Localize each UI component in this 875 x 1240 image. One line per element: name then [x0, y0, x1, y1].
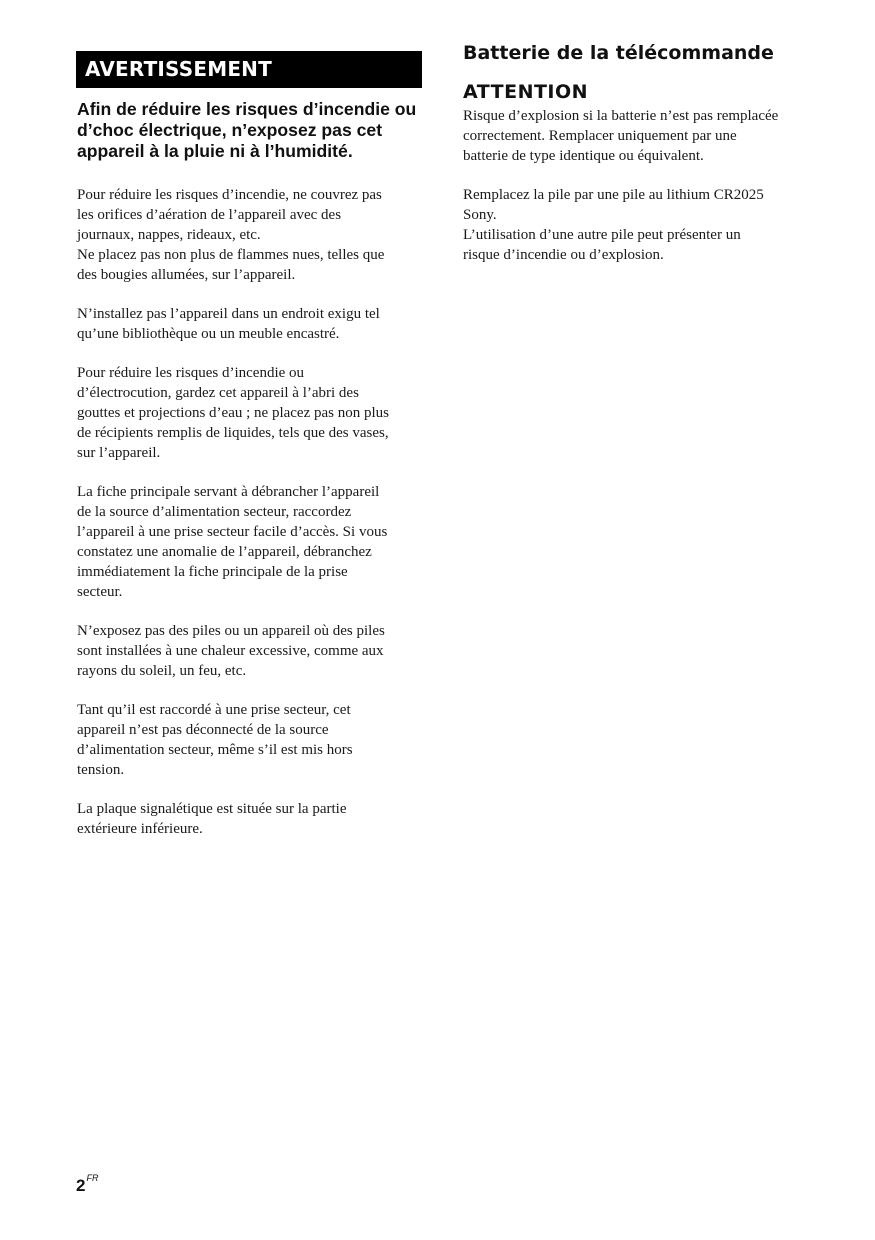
text-line: rayons du soleil, un feu, etc. [77, 663, 247, 679]
paragraph [77, 621, 422, 681]
left-paragraphs [76, 185, 422, 839]
paragraph [77, 799, 422, 839]
text-line: La plaque signalétique est située sur la partie [77, 801, 347, 817]
text-line: des bougies allumées, sur l’appareil. [77, 267, 296, 283]
text-line: Pour réduire les risques d’incendie ou [77, 365, 305, 381]
text-line: Tant qu’il est raccordé à une prise secteur, cet [77, 702, 351, 718]
text-line: risque d’incendie ou d’explosion. [463, 247, 664, 263]
paragraph [463, 185, 813, 265]
right-paragraphs [463, 106, 813, 265]
text-line: appareil n’est pas déconnecté de la source [77, 722, 329, 738]
text-line: L’utilisation d’une autre pile peut présenter un [463, 227, 741, 243]
page-language-code: FR [86, 1173, 99, 1184]
text-line: batterie de type identique ou équivalent. [463, 148, 704, 164]
paragraph [77, 185, 422, 285]
text-line: les orifices d’aération de l’appareil avec des [77, 207, 342, 223]
text-line: Sony. [463, 207, 497, 223]
paragraph [77, 700, 422, 780]
text-line: sur l’appareil. [77, 445, 161, 461]
text-line: qu’une bibliothèque ou un meuble encastré. [77, 326, 340, 342]
paragraph [77, 482, 422, 602]
text-line: sont installées à une chaleur excessive, comme aux [77, 643, 384, 659]
text-line: journaux, nappes, rideaux, etc. [77, 227, 261, 243]
text-line: immédiatement la fiche principale de la prise [77, 564, 348, 580]
text-line: N’exposez pas des piles ou un appareil où des piles [77, 623, 385, 639]
text-line: Remplacez la pile par une pile au lithium CR2025 [463, 187, 764, 203]
text-line: N’installez pas l’appareil dans un endroit exigu tel [77, 306, 380, 322]
paragraph [77, 304, 422, 344]
left-column [76, 51, 422, 858]
text-line: correctement. Remplacer uniquement par une [463, 128, 737, 144]
text-line: tension. [77, 762, 125, 778]
text-line: d’électrocution, gardez cet appareil à l’abri des [77, 385, 359, 401]
page-number [76, 1173, 99, 1196]
text-line: Risque d’explosion si la batterie n’est pas remplacée [463, 108, 779, 124]
paragraph [463, 106, 813, 166]
text-line: gouttes et projections d’eau ; ne placez pas non plus [77, 405, 389, 421]
text-line: l’appareil à une prise secteur facile d’accès. Si vous [77, 524, 388, 540]
text-line: Ne placez pas non plus de flammes nues, telles que [77, 247, 385, 263]
text-line: Pour réduire les risques d’incendie, ne couvrez pas [77, 187, 382, 203]
text-line: constatez une anomalie de l’appareil, débranchez [77, 544, 372, 560]
page-number-value: 2 [76, 1176, 86, 1195]
right-column [463, 40, 813, 284]
warning-banner: AVERTISSEMENT [76, 51, 422, 88]
battery-section-title: Batterie de la télécommande [463, 42, 774, 64]
text-line: d’alimentation secteur, même s’il est mis hors [77, 742, 353, 758]
attention-heading: ATTENTION [463, 81, 589, 103]
text-line: secteur. [77, 584, 123, 600]
text-line: de la source d’alimentation secteur, raccordez [77, 504, 352, 520]
paragraph [77, 363, 422, 463]
text-line: de récipients remplis de liquides, tels que des vases, [77, 425, 389, 441]
text-line: La fiche principale servant à débrancher l’appareil [77, 484, 380, 500]
text-line: extérieure inférieure. [77, 821, 203, 837]
warning-lead: Afin de réduire les risques d’incendie ou d’choc électrique, n’exposez pas cet appareil à la pluie ni à l’humidité. [77, 99, 417, 161]
